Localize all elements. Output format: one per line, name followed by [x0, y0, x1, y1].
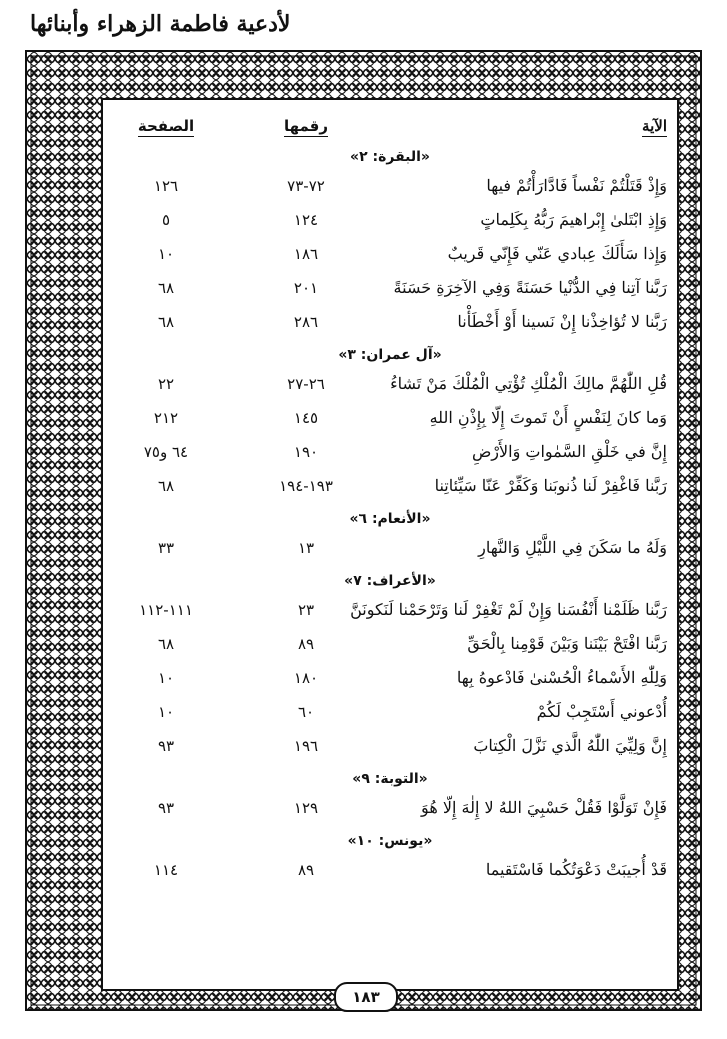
verse-number: ٨٩ [297, 861, 315, 879]
verse-number: ٢٣ [297, 601, 315, 619]
table-row [101, 730, 679, 762]
header-page: الصفحة [137, 117, 195, 135]
page-reference: ١٠ [157, 245, 175, 263]
verse-number: ١٢٩ [293, 799, 319, 817]
surah-heading: «الأعراف: ٧» [344, 573, 436, 589]
verse-text: أُدْعوني أَسْتَجِبْ لَكُمْ [536, 702, 667, 721]
header-number: رقمها [283, 117, 329, 135]
table-row [101, 306, 679, 338]
verse-text: رَبَّنا افْتَحْ بَيْنَنا وَبَيْنَ قَوْمِنا بِالْحَقِّ [467, 634, 667, 653]
surah-heading: «آل عمران: ٣» [338, 347, 442, 363]
table-row [101, 628, 679, 660]
page-reference: ٦٨ [157, 635, 175, 653]
page-reference: ٦٤ و٧٥ [143, 443, 189, 461]
table-row [101, 368, 679, 400]
verse-number: ١٤٥ [293, 409, 319, 427]
page-reference: ٦٨ [157, 279, 175, 297]
verse-text: وَلَهُ ما سَكَنَ فِي اللَّيْلِ وَالنَّهارِ [478, 538, 667, 557]
verse-number: ١٩٠ [293, 443, 319, 461]
verse-text: إِنَّ في خَلْقِ السَّمٰواتِ وَالأَرْضِ [471, 442, 667, 461]
verse-text: رَبَّنا ظَلَمْنا أَنْفُسَنا وَإِنْ لَمْ تَغْفِرْ لَنا وَتَرْحَمْنا لَنَكونَنَّ [350, 600, 667, 619]
table-row [101, 272, 679, 304]
table-header [101, 110, 679, 142]
page-reference: ١١٤ [153, 861, 179, 879]
table-row [101, 594, 679, 626]
verse-number: ٢٠١ [293, 279, 319, 297]
verse-number: ١٨٠ [293, 669, 319, 687]
verse-number: ٢٦-٢٧ [287, 375, 325, 393]
verse-number: ٨٩ [297, 635, 315, 653]
surah-heading: «التوبة: ٩» [352, 771, 428, 787]
table-row [101, 696, 679, 728]
table-row [101, 238, 679, 270]
table-row [101, 532, 679, 564]
verse-text: رَبَّنا آتِنا فِي الدُّنْيا حَسَنَةً وَفِي الآخِرَةِ حَسَنَةً [393, 278, 667, 297]
page-reference: ٦٨ [157, 477, 175, 495]
table-row [101, 470, 679, 502]
verse-text: قَدْ أُجيبَتْ دَعْوَتُكُما فَاسْتَقيما [485, 860, 667, 879]
table-row [101, 854, 679, 886]
table-row [101, 204, 679, 236]
verse-text: فَإِنْ تَوَلَّوْا فَقُلْ حَسْبِيَ اللهُ لا إِلٰهَ إِلّا هُوَ [421, 798, 667, 817]
page-reference: ٢٢ [157, 375, 175, 393]
header-verse: الآية [642, 117, 667, 135]
page-reference: ١١١-١١٢ [139, 601, 193, 619]
page-reference: ٣٣ [157, 539, 175, 557]
table-row [101, 792, 679, 824]
verse-text: وَإِذا سَأَلَكَ عِبادي عَنّي فَإِنّي قَريبٌ [447, 244, 667, 263]
verse-text: وَإِذْ قَتَلْتُمْ نَفْساً فَادَّارَأْتُمْ فيها [486, 176, 667, 195]
surah-heading: «يونس: ١٠» [347, 833, 433, 849]
verse-number: ٧٢-٧٣ [287, 177, 325, 195]
verse-number: ٢٨٦ [293, 313, 319, 331]
verse-number: ١٣ [297, 539, 315, 557]
verse-number: ١٩٣-١٩٤ [279, 477, 333, 495]
surah-heading: «البقرة: ٢» [350, 149, 430, 165]
page-reference: ١٢٦ [153, 177, 179, 195]
verse-text: رَبَّنا لا تُؤاخِذْنا إِنْ نَسينا أَوْ أَخْطَأْنا [457, 312, 667, 331]
page-reference: ٦٨ [157, 313, 175, 331]
verse-number: ١٩٦ [293, 737, 319, 755]
page-reference: ٩٣ [157, 799, 175, 817]
page-reference: ٩٣ [157, 737, 175, 755]
verse-text: وَما كانَ لِنَفْسٍ أَنْ تَموتَ إِلّا بِإِذْنِ اللهِ [429, 408, 667, 427]
page-reference: ١٠ [157, 669, 175, 687]
table-row [101, 170, 679, 202]
table-row [101, 402, 679, 434]
running-title: لأدعية فاطمة الزهراء وأبنائها [30, 11, 291, 37]
page-reference: ٢١٢ [153, 409, 179, 427]
table-row [101, 662, 679, 694]
verse-text: رَبَّنا فَاغْفِرْ لَنا ذُنوبَنا وَكَفِّرْ عَنّا سَيِّئاتِنا [434, 476, 667, 495]
verse-number: ٦٠ [297, 703, 315, 721]
verse-number: ١٨٦ [293, 245, 319, 263]
table-row [101, 436, 679, 468]
verse-text: وَلِلّٰهِ الأَسْماءُ الْحُسْنىٰ فَادْعوهُ بِها [456, 668, 667, 687]
page-reference: ٥ [161, 211, 171, 229]
verse-text: وَإِذِ ابْتَلىٰ إِبْراهيمَ رَبُّهُ بِكَلِماتٍ [480, 210, 667, 229]
page-reference: ١٠ [157, 703, 175, 721]
verse-text: إِنَّ وَلِيِّيَ اللّٰهُ الَّذي نَزَّلَ الْكِتابَ [473, 736, 667, 755]
page-number: ١٨٣ [334, 982, 398, 1012]
table-of-verses [101, 98, 679, 978]
surah-heading: «الأنعام: ٦» [349, 511, 431, 527]
verse-number: ١٢٤ [293, 211, 319, 229]
verse-text: قُلِ اللّٰهُمَّ مالِكَ الْمُلْكِ تُؤْتِي الْمُلْكَ مَنْ تَشاءُ [390, 374, 667, 393]
